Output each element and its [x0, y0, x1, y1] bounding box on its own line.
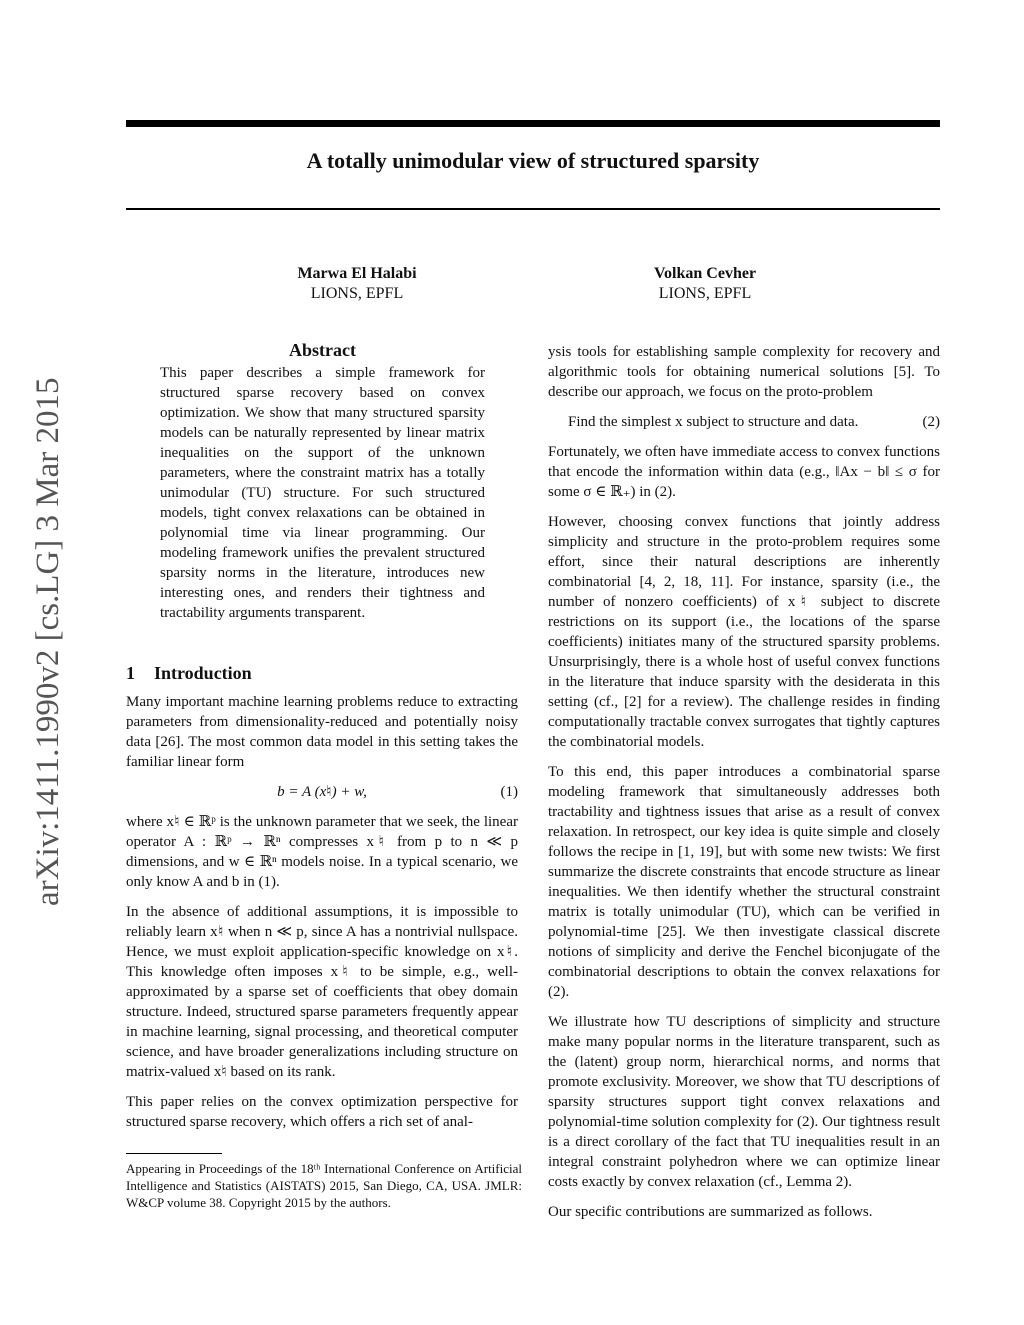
left-column — [126, 692, 518, 1142]
paragraph: Our specific contributions are summarized as follows. — [548, 1204, 873, 1220]
author-2 — [605, 264, 805, 304]
paragraph: Fortunately, we often have immediate access to convex functions that encode the information within data (e.g., ‖Ax − b‖ ≤ σ for some σ ∈ ℝ₊) in (2). — [548, 444, 940, 500]
abstract-text: This paper describes a simple framework for structured sparse recovery based on convex optimization. We show that many structured sparsity models can be naturally represented by linear matrix inequalities on the support of the unknown parameters, where the constraint matrix has a totally unimodular (TU) structure. For such structured models, tight convex relaxations can be obtained in polynomial time via linear programming. Our modeling framework unifies the prevalent structured sparsity norms in the literature, introduces new interesting ones, and renders their tightness and tractability arguments transparent. — [160, 365, 485, 621]
paragraph: where x♮ ∈ ℝᵖ is the unknown parameter that we seek, the linear operator A : ℝᵖ → ℝⁿ compresses x♮ from p to n ≪ p dimensions, and w ∈ ℝⁿ models noise. In a typical scenario, we only know A and b in (1). — [126, 814, 518, 890]
arxiv-watermark: arXiv:1411.1990v2 [cs.LG] 3 Mar 2015 — [30, 377, 66, 906]
equation-tag: (2) — [922, 414, 940, 430]
title-top-rule — [126, 120, 940, 127]
equation-tag: (1) — [500, 784, 518, 800]
author-name: Marwa El Halabi — [297, 265, 417, 282]
right-column — [548, 342, 940, 1232]
equation-body: b = A (x♮) + w, — [277, 784, 367, 800]
author-affiliation: LIONS, EPFL — [658, 285, 752, 302]
section-number: 1 — [126, 663, 135, 683]
footnote: Appearing in Proceedings of the 18ᵗʰ International Conference on Artificial Intelligence and Statistics (AISTATS) 2015, San Diego, CA, USA. JMLR: W&CP volume 38. Copyright 2015 by the authors. — [126, 1161, 522, 1210]
title-bottom-rule — [126, 208, 940, 210]
paragraph: Many important machine learning problems reduce to extracting parameters from dimensionality-reduced and potentially noisy data [26]. The most common data model in this setting takes the familiar linear form — [126, 694, 518, 770]
paper-title: A totally unimodular view of structured sparsity — [306, 148, 760, 173]
abstract-heading: Abstract — [289, 340, 356, 360]
author-name: Volkan Cevher — [653, 265, 757, 282]
paragraph: In the absence of additional assumptions, it is impossible to reliably learn x♮ when n ≪ p, since A has a nontrivial nullspace. Hence, we must exploit application-specific knowledge on x♮. This knowledge often imposes x♮ to be simple, e.g., well-approximated by a sparse set of coefficients that obey domain structure. Indeed, structured sparse parameters frequently appear in machine learning, signal processing, and theoretical computer science, and have broader generalizations including structure on matrix-valued x♮ based on its rank. — [126, 904, 518, 1080]
section-title: Introduction — [154, 663, 252, 683]
author-affiliation: LIONS, EPFL — [310, 285, 404, 302]
paragraph: To this end, this paper introduces a combinatorial sparse modeling framework that simultaneously addresses both tractability and tightness issues that arise as a result of convex relaxation. In retrospect, our key idea is quite simple and closely follows the recipe in [1, 19], but with some new twists: We first summarize the discrete constraints that encode structure as linear inequalities. We then identify whether the structural constraint matrix is totally unimodular (TU), which can be verified in polynomial-time [25]. We then investigate classical discrete notions of simplicity and derive the Fenchel biconjugate of the combinatorial descriptions to obtain the convex relaxations for (2). — [548, 764, 940, 1000]
paragraph: We illustrate how TU descriptions of simplicity and structure make many popular norms in the literature transparent, such as the (latent) group norm, hierarchical norms, and norms that promote exclusivity. Moreover, we show that TU descriptions of sparsity structures support tight convex relaxations and polynomial-time solution complexity for (2). Our tightness result is a direct corollary of the fact that TU inequalities result in an integral constraint polyhedron where we can optimize linear costs exactly by convex relaxation (cf., Lemma 2). — [548, 1014, 940, 1190]
paragraph: ysis tools for establishing sample complexity for recovery and algorithmic tools for obtaining numerical solutions [5]. To describe our approach, we focus on the proto-problem — [548, 344, 940, 400]
equation-body: Find the simplest x subject to structure and data. — [568, 414, 859, 430]
paragraph: However, choosing convex functions that jointly address simplicity and structure in the proto-problem requires some effort, since their natural descriptions are inherently combinatorial [4, 2, 18, 11]. For instance, sparsity (i.e., the number of nonzero coefficients) of x♮ subject to discrete restrictions on its support (i.e., the locations of the sparse coefficients) initiates many of the structured sparsity problems. Unsurprisingly, there is a whole host of useful convex functions in the literature that induce sparsity with the desiderata in this setting (cf., [2] for a review). The challenge resides in finding computationally tractable convex surrogates that tightly captures the combinatorial models. — [548, 514, 940, 750]
section-heading — [126, 663, 252, 684]
footnote-rule — [126, 1153, 222, 1154]
equation-1 — [126, 782, 518, 804]
paragraph: This paper relies on the convex optimization perspective for structured sparse recovery, which offers a rich set of anal- — [126, 1094, 518, 1130]
equation-2 — [548, 412, 940, 434]
author-1 — [257, 264, 457, 304]
